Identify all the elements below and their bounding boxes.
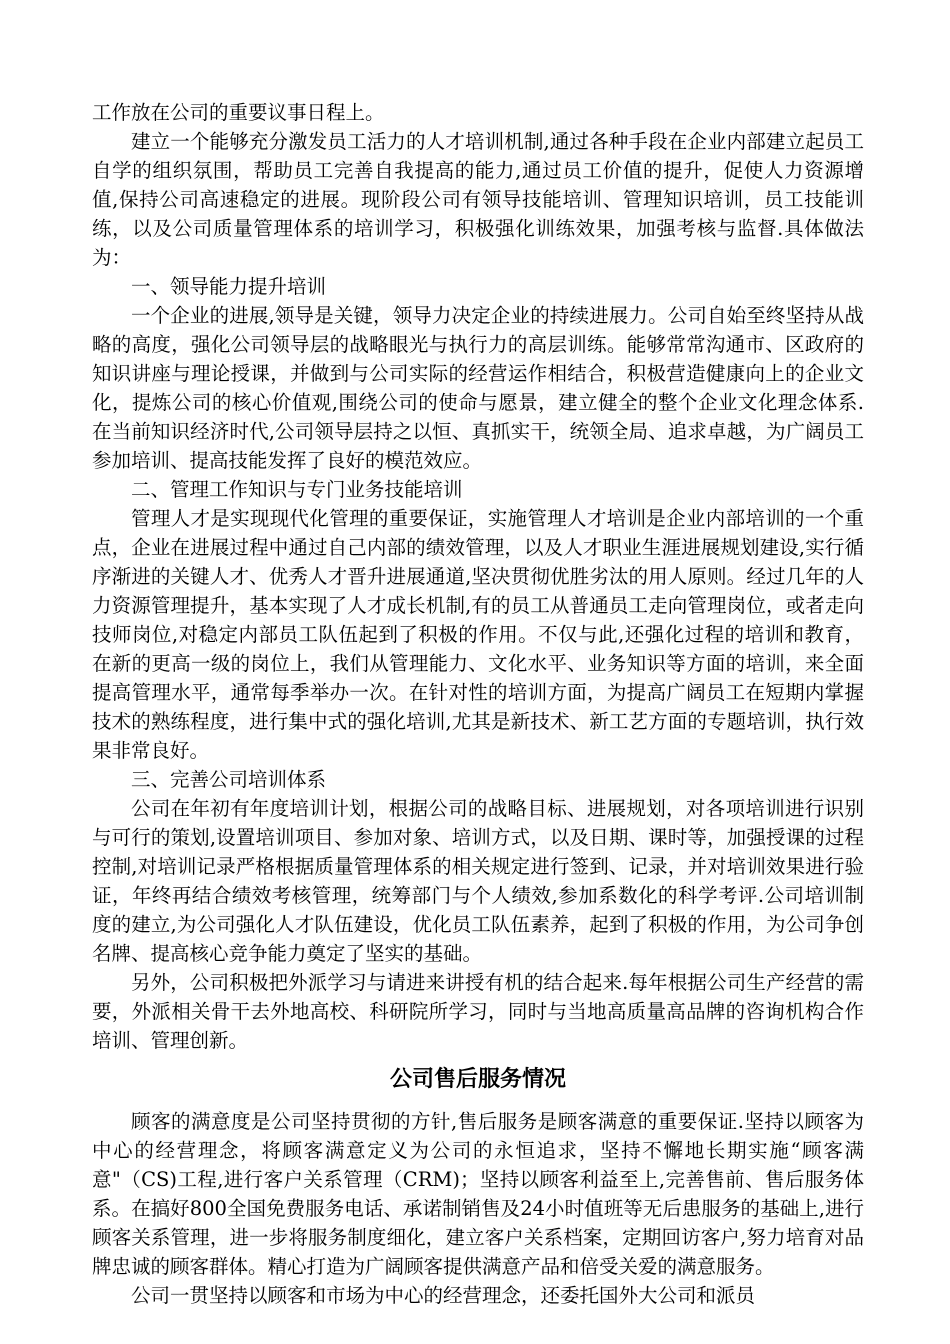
paragraph-continuation: 工作放在公司的重要议事日程上。 <box>92 101 385 124</box>
paragraph-customer-satisfaction: 顾客的满意度是公司坚持贯彻的方针,售后服务是顾客满意的重要保证.坚持以顾客为中心的经营理念，将顾客满意定义为公司的永恒追求，坚持不懈地长期实施“顾客满意"（CS)工程,进行客户关系管理（CRM)；坚持以顾客利益至上,完善售前、售后服务体系。在搞好800全国免费服务电话、承诺制销售及24小时值班等无后患服务的基础上,进行顾客关系管理，进一步将服务制度细化，建立客户关系档案，定期回访客户,努力培育对品牌忠诚的顾客群体。精心打造为广阔顾客提供满意产品和倍受关爱的满意服务。 <box>92 1110 864 1278</box>
paragraph-customer-market: 公司一贯坚持以顾客和市场为中心的经营理念，还委托国外大公司和派员 <box>131 1284 756 1307</box>
section-title-after-sales: 公司售后服务情况 <box>389 1067 566 1092</box>
paragraph-training-mechanism: 建立一个能够充分激发员工活力的人才培训机制,通过各种手段在企业内部建立起员工自学的组织氛围，帮助员工完善自我提高的能力,通过员工价值的提升，促使人力资源增值,保持公司高速稳定的进展。现阶段公司有领导技能培训、管理知识培训，员工技能训练，以及公司质量管理体系的培训学习，积极强化训练效果，加强考核与监督.具体做法为： <box>92 130 864 269</box>
document-page <box>92 98 864 1310</box>
paragraph-management: 管理人才是实现现代化管理的重要保证，实施管理人才培训是企业内部培训的一个重点，企业在进展过程中通过自己内部的绩效管理，以及人才职业生涯进展规划建设,实行循序渐进的关键人才、优秀人才晋升进展通道,坚决贯彻优胜劣汰的用人原则。经过几年的人力资源管理提升，基本实现了人才成长机制,有的员工从普通员工走向管理岗位，或者走向技师岗位,对稳定内部员工队伍起到了积极的作用。不仅与此,还强化过程的培训和教育，在新的更高一级的岗位上，我们从管理能力、文化水平、业务知识等方面的培训，来全面提高管理水平，通常每季举办一次。在针对性的培训方面，为提高广阔员工在短期内掌握技术的熟练程度，进行集中式的强化培训,尤其是新技术、新工艺方面的专题培训，执行效果非常良好。 <box>92 507 864 762</box>
heading-training-system: 三、完善公司培训体系 <box>131 768 327 791</box>
paragraph-leadership: 一个企业的进展,领导是关键，领导力决定企业的持续进展力。公司自始至终坚持从战略的高度，强化公司领导层的战略眼光与执行力的高层训练。能够常常沟通市、区政府的知识讲座与理论授课，并做到与公司实际的经营运作相结合，积极营造健康向上的企业文化，提炼公司的核心价值观,围绕公司的使命与愿景，建立健全的整个企业文化理念体系.在当前知识经济时代,公司领导层持之以恒、真抓实干，统领全局、追求卓越，为广阔员工参加培训、提高技能发挥了良好的模范效应。 <box>92 304 864 472</box>
paragraph-training-system: 公司在年初有年度培训计划，根据公司的战略目标、进展规划，对各项培训进行识别与可行的策划,设置培训项目、参加对象、培训方式，以及日期、课时等，加强授课的过程控制,对培训记录严格根据质量管理体系的相关规定进行签到、记录，并对培训效果进行验证，年终再结合绩效考核管理，统筹部门与个人绩效,参加系数化的科学考评.公司培训制度的建立,为公司强化人才队伍建设，优化员工队伍素养，起到了积极的作用，为公司争创名牌、提高核心竞争能力奠定了坚实的基础。 <box>92 797 864 965</box>
heading-management-training: 二、管理工作知识与专门业务技能培训 <box>131 478 463 501</box>
paragraph-external-study: 另外，公司积极把外派学习与请进来讲授有机的结合起来.每年根据公司生产经营的需要，外派相关骨干去外地高校、科研院所学习，同时与当地高质量高品牌的咨询机构合作培训、管理创新。 <box>92 971 864 1052</box>
heading-leadership-training: 一、领导能力提升培训 <box>131 275 327 298</box>
